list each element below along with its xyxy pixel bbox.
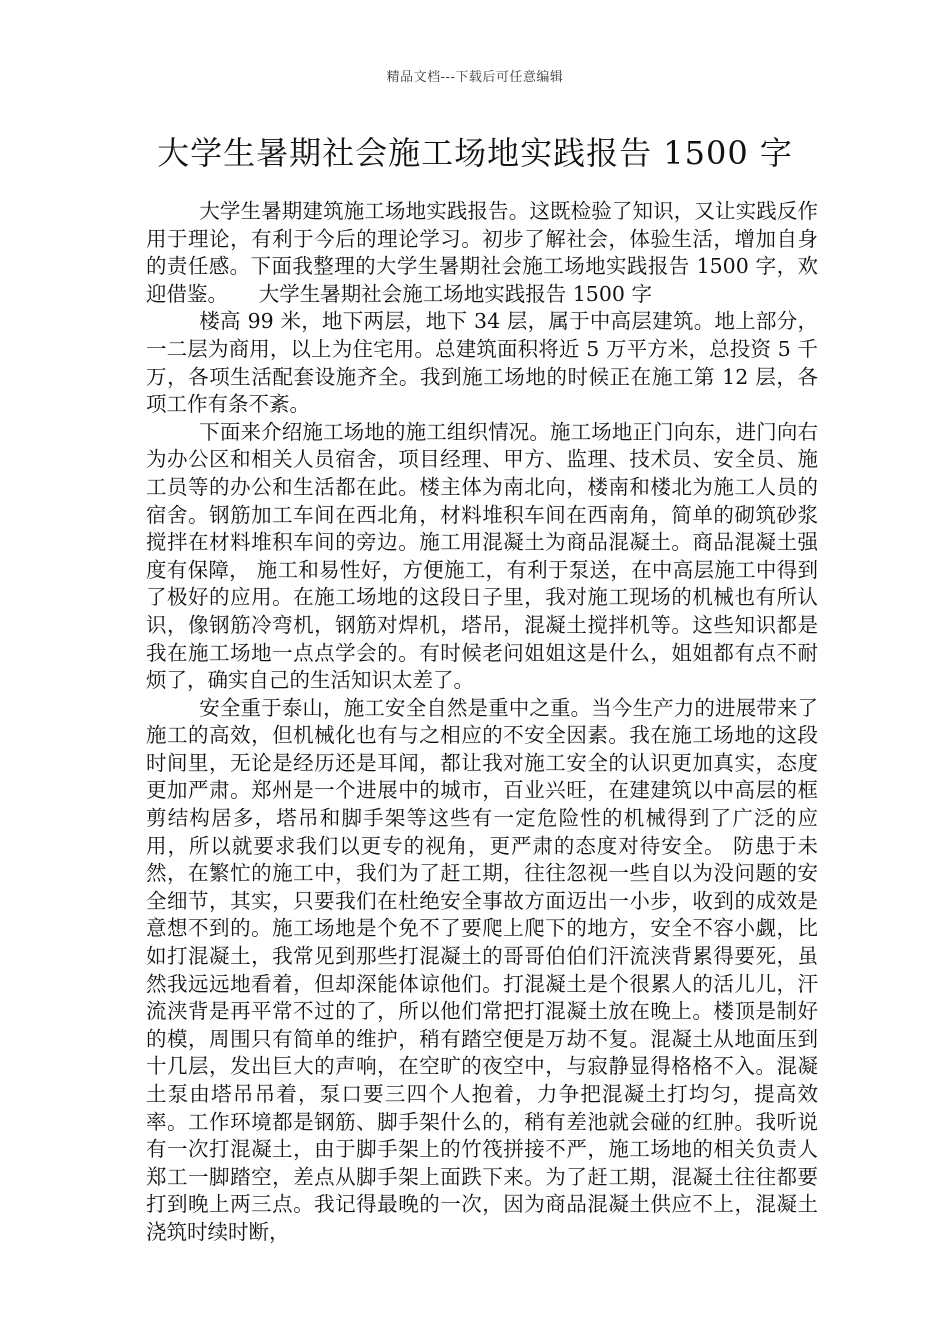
document-body [146,198,818,1247]
paragraph-site-organization: 下面来介绍施工场地的施工组织情况。施工场地正门向东，进门向右为办公区和相关人员宿舍，项目经理、甲方、监理、技术员、安全员、施工员等的办公和生活都在此。楼主体为南北向，楼南和楼北为施工人员的宿舍。钢筋加工车间在西北角，材料堆积车间在西南角，简单的砌筑砂浆搅拌在材料堆积车间的旁边。施工用混凝土为商品混凝土。商品混凝土强度有保障， 施工和易性好，方便施工，有利于泵送，在中高层施工中得到了极好的应用。在施工场地的这段日子里，我对施工现场的机械也有所认识，像钢筋冷弯机，钢筋对焊机，塔吊，混凝土搅拌机等。这些知识都是我在施工场地一点点学会的。有时候老问姐姐这是什么，姐姐都有点不耐烦了，确实自己的生活知识太差了。 [146,419,818,693]
paragraph-safety: 安全重于泰山，施工安全自然是重中之重。当今生产力的进展带来了施工的高效，但机械化也有与之相应的不安全因素。我在施工场地的这段时间里，无论是经历还是耳闻，都让我对施工安全的认识更加真实，态度更加严肃。郑州是一个进展中的城市，百业兴旺，在建建筑以中高层的框剪结构居多，塔吊和脚手架等这些有一定危险性的机械得到了广泛的应用，所以就要求我们以更专的视角，更严肃的态度对待安全。 防患于未然，在繁忙的施工中，我们为了赶工期，往往忽视一些自以为没问题的安全细节，其实，只要我们在杜绝安全事故方面迈出一小步，收到的成效是意想不到的。施工场地是个免不了要爬上爬下的地方，安全不容小觑，比如打混凝土，我常见到那些打混凝土的哥哥伯伯们汗流浃背累得要死，虽然我远远地看着，但却深能体谅他们。打混凝土是个很累人的活儿儿，汗流浃背是再平常不过的了，所以他们常把打混凝土放在晚上。楼顶是制好的模，周围只有简单的维护，稍有踏空便是万劫不复。混凝土从地面压到十几层，发出巨大的声响，在空旷的夜空中，与寂静显得格格不入。混凝土泵由塔吊吊着，泵口要三四个人抱着，力争把混凝土打均匀，提高效率。工作环境都是钢筋、脚手架什么的，稍有差池就会碰的红肿。我听说有一次打混凝土，由于脚手架上的竹筏拼接不严，施工场地的相关负责人郑工一脚踏空，差点从脚手架上面跌下来。为了赶工期，混凝土往往都要打到晚上两三点。我记得最晚的一次，因为商品混凝土供应不上，混凝土浇筑时续时断， [146,695,818,1244]
paragraph-building: 楼高 99 米，地下两层，地下 34 层，属于中高层建筑。地上部分，一二层为商用，以上为住宅用。总建筑面积将近 5 万平方米，总投资 5 千万，各项生活配套设施齐全。我到施工场地的时候正在施工第 12 层，各项工作有条不紊。 [146,309,818,417]
paragraph-intro: 大学生暑期建筑施工场地实践报告。这既检验了知识，又让实践反作用于理论，有利于今后的理论学习。初步了解社会，体验生活，增加自身的责任感。下面我整理的大学生暑期社会施工场地实践报告 1500 字，欢迎借鉴。 大学生暑期社会施工场地实践报告 1500 字 [146,199,818,306]
document-title: 大学生暑期社会施工场地实践报告 1500 字 [157,134,793,172]
header-note: 精品文档---下载后可任意编辑 [386,70,564,85]
